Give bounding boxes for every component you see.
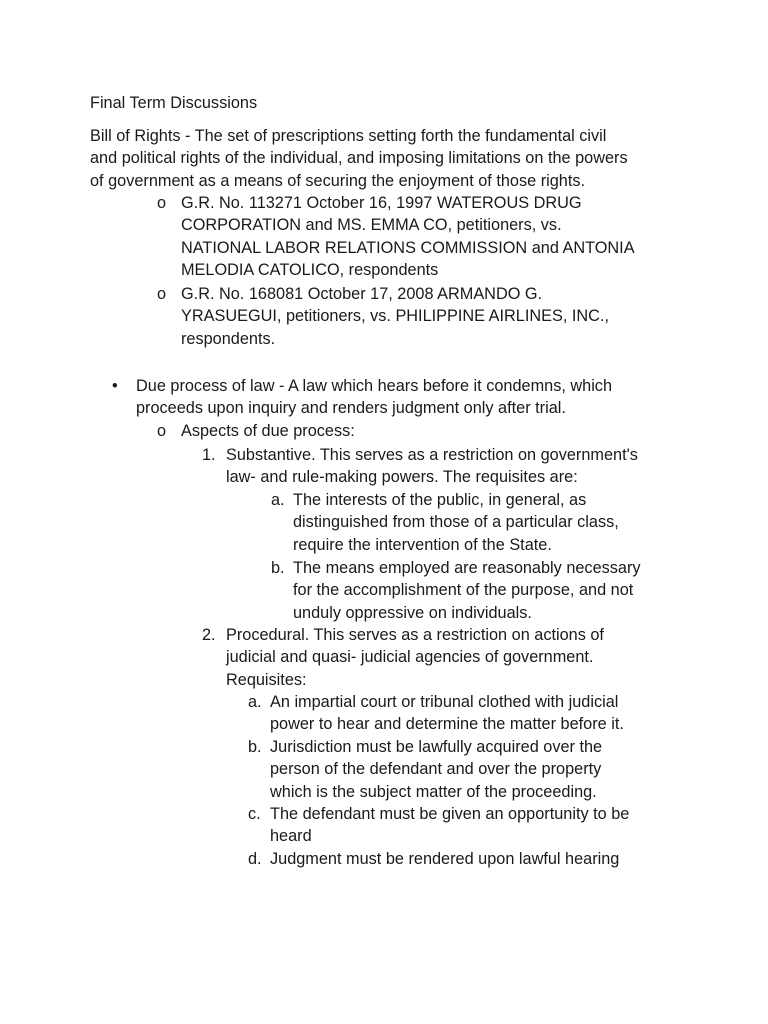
case-line: CORPORATION and MS. EMMA CO, petitioners, vs. bbox=[181, 216, 562, 235]
requisite-line: An impartial court or tribunal clothed with judicial bbox=[270, 693, 619, 711]
requisite-text bbox=[293, 489, 619, 556]
document-title: Final Term Discussions bbox=[90, 94, 258, 112]
case-line: NATIONAL LABOR RELATIONS COMMISSION and ANTONIA bbox=[181, 238, 635, 257]
requisite-line: The means employed are reasonably necessary bbox=[293, 559, 641, 577]
requisite-line: unduly oppressive on individuals. bbox=[293, 603, 532, 622]
list-marker: o bbox=[157, 285, 167, 303]
requisite-line: The defendant must be given an opportunity to be bbox=[270, 805, 630, 823]
due-process-line: Due process of law - A law which hears before it condemns, which bbox=[136, 377, 613, 395]
requisite-text bbox=[270, 691, 624, 736]
letter-marker: d. bbox=[248, 850, 262, 868]
requisite-line: Judgment must be rendered upon lawful hearing bbox=[270, 850, 620, 868]
intro-line: and political rights of the individual, and imposing limitations on the powers bbox=[90, 149, 628, 168]
requisite-text bbox=[270, 803, 629, 848]
case-line: YRASUEGUI, petitioners, vs. PHILIPPINE AIRLINES, INC., bbox=[181, 307, 609, 326]
requisite-text bbox=[270, 848, 619, 870]
letter-marker: a. bbox=[271, 491, 285, 509]
list-marker: o bbox=[157, 194, 167, 212]
substantive-line: law- and rule-making powers. The requisites are: bbox=[226, 468, 578, 487]
letter-marker: a. bbox=[248, 693, 262, 711]
requisite-line: distinguished from those of a particular class, bbox=[293, 513, 619, 532]
intro-line: Bill of Rights - The set of prescriptions setting forth the fundamental civil bbox=[90, 127, 607, 145]
list-marker: o bbox=[157, 422, 167, 440]
case-citation bbox=[181, 192, 635, 281]
aspects-label: Aspects of due process: bbox=[181, 422, 355, 440]
due-process-line: proceeds upon inquiry and renders judgment only after trial. bbox=[136, 399, 566, 418]
procedural-line: judicial and quasi- judicial agencies of government. bbox=[226, 648, 594, 667]
requisite-text bbox=[270, 736, 602, 803]
case-line: G.R. No. 113271 October 16, 1997 WATEROUS DRUG bbox=[181, 194, 582, 212]
number-marker: 2. bbox=[202, 626, 216, 644]
bullet-marker: • bbox=[112, 377, 118, 395]
requisite-line: Jurisdiction must be lawfully acquired over the bbox=[270, 738, 603, 756]
requisite-line: require the intervention of the State. bbox=[293, 535, 552, 554]
procedural-line: Procedural. This serves as a restriction on actions of bbox=[226, 626, 604, 644]
requisite-line: person of the defendant and over the property bbox=[270, 760, 602, 779]
letter-marker: b. bbox=[248, 738, 262, 756]
requisite-line: power to hear and determine the matter before it. bbox=[270, 715, 624, 734]
substantive-line: Substantive. This serves as a restriction on government's bbox=[226, 446, 638, 464]
requisite-line: for the accomplishment of the purpose, and not bbox=[293, 581, 634, 600]
substantive-text bbox=[226, 444, 638, 489]
number-marker: 1. bbox=[202, 446, 216, 464]
procedural-text bbox=[226, 624, 604, 691]
requisite-line: heard bbox=[270, 827, 312, 846]
requisite-text bbox=[293, 557, 641, 624]
case-line: MELODIA CATOLICO, respondents bbox=[181, 260, 439, 279]
letter-marker: b. bbox=[271, 559, 285, 577]
intro-line: of government as a means of securing the enjoyment of those rights. bbox=[90, 171, 586, 190]
aspects-text bbox=[181, 420, 355, 442]
case-line: G.R. No. 168081 October 17, 2008 ARMANDO G. bbox=[181, 285, 543, 303]
requisite-line: which is the subject matter of the proceeding. bbox=[270, 782, 597, 801]
procedural-line: Requisites: bbox=[226, 670, 307, 689]
letter-marker: c. bbox=[248, 805, 261, 823]
requisite-line: The interests of the public, in general, as bbox=[293, 491, 587, 509]
bill-of-rights-definition bbox=[90, 125, 680, 192]
case-line: respondents. bbox=[181, 329, 276, 348]
due-process-definition bbox=[136, 375, 612, 420]
case-citation bbox=[181, 283, 609, 350]
